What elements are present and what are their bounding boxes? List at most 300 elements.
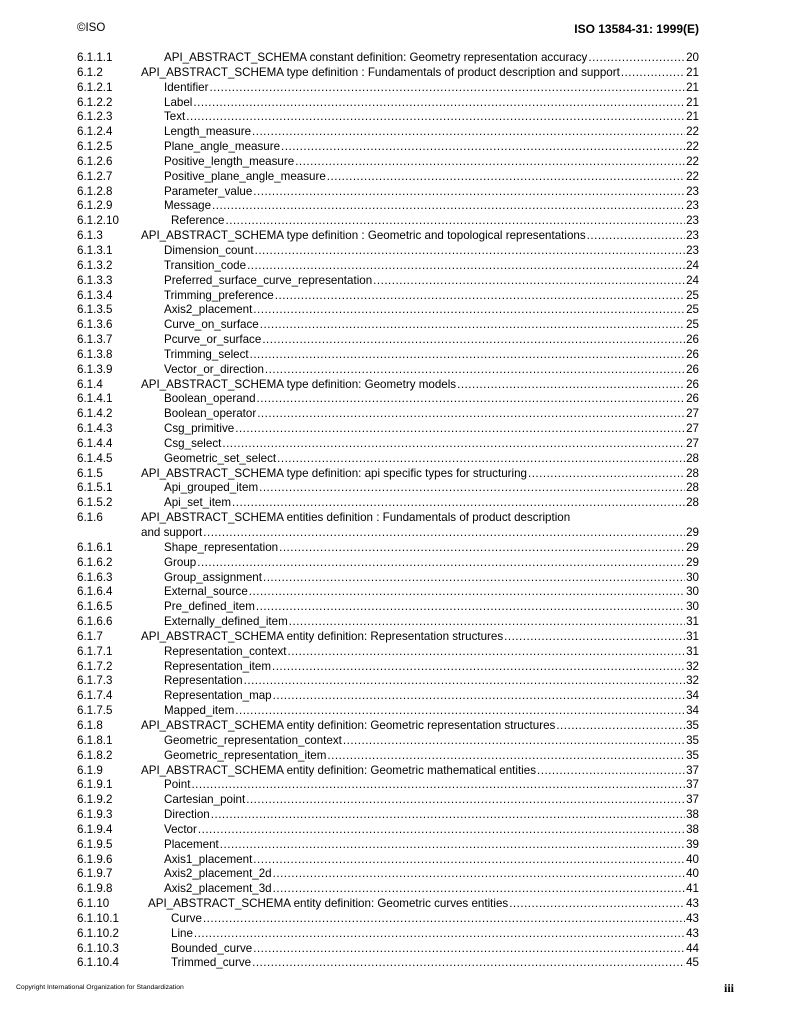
toc-entry-title: Placement bbox=[164, 837, 219, 851]
dot-leader bbox=[255, 244, 686, 259]
toc-entry-page: 28 bbox=[686, 481, 699, 495]
toc-entry-page: 24 bbox=[686, 258, 699, 272]
dot-leader bbox=[193, 96, 685, 111]
toc-entry-title: Transition_code bbox=[164, 258, 247, 272]
toc-entry[interactable] bbox=[77, 274, 699, 289]
toc-entry-title: Externally_defined_item bbox=[164, 615, 288, 629]
toc-entry-number: 6.1.7.1 bbox=[77, 644, 113, 658]
toc-entry-title: Bounded_curve bbox=[171, 941, 253, 955]
dot-leader bbox=[273, 689, 685, 704]
toc-entry[interactable] bbox=[77, 110, 699, 125]
toc-entry-number: 6.1.9.7 bbox=[77, 867, 113, 881]
toc-entry-title: Vector bbox=[164, 822, 197, 836]
toc-entry-number: 6.1.4.1 bbox=[77, 392, 113, 406]
toc-entry-title: Pcurve_or_surface bbox=[164, 333, 262, 347]
toc-entry-page: 26 bbox=[686, 333, 699, 347]
toc-entry-page: 23 bbox=[686, 184, 699, 198]
dot-leader bbox=[257, 407, 685, 422]
toc-entry-page: 22 bbox=[686, 154, 699, 168]
toc-entry-line bbox=[141, 229, 699, 244]
toc-entry-line bbox=[164, 348, 699, 363]
toc-entry-title: Dimension_count bbox=[164, 243, 254, 257]
toc-entry-number: 6.1.2.4 bbox=[77, 125, 113, 139]
toc-entry-title: Boolean_operator bbox=[164, 407, 257, 421]
toc-entry-title: Geometric_representation_item bbox=[164, 748, 327, 762]
toc-entry-title: Pre_defined_item bbox=[164, 600, 255, 614]
toc-entry[interactable] bbox=[77, 481, 699, 496]
toc-entry-title: Axis2_placement_2d bbox=[164, 867, 272, 881]
toc-entry[interactable] bbox=[77, 778, 699, 793]
toc-entry-page: 23 bbox=[686, 243, 699, 257]
toc-entry[interactable] bbox=[77, 689, 699, 704]
toc-entry-page: 26 bbox=[686, 377, 699, 391]
toc-entry[interactable] bbox=[77, 51, 699, 66]
toc-entry-number: 6.1.3 bbox=[77, 229, 103, 243]
dot-leader bbox=[287, 645, 685, 660]
toc-entry[interactable] bbox=[77, 496, 699, 511]
toc-entry-page: 23 bbox=[686, 214, 699, 228]
toc-entry-line bbox=[141, 764, 699, 779]
toc-entry[interactable] bbox=[77, 704, 699, 719]
toc-entry[interactable] bbox=[77, 660, 699, 675]
toc-entry-title: Positive_length_measure bbox=[164, 154, 295, 168]
toc-entry-line bbox=[171, 956, 699, 971]
toc-entry-page: 31 bbox=[686, 629, 699, 643]
toc-entry-number: 6.1.8.2 bbox=[77, 748, 113, 762]
toc-entry-number: 6.1.2.5 bbox=[77, 140, 113, 154]
toc-entry-line bbox=[164, 125, 699, 140]
toc-entry-number: 6.1.7.5 bbox=[77, 704, 113, 718]
toc-entry-title: API_ABSTRACT_SCHEMA entity definition: Representation structures bbox=[141, 629, 504, 643]
dot-leader bbox=[232, 496, 685, 511]
toc-entry-number: 6.1.6.5 bbox=[77, 600, 113, 614]
toc-entry-title: API_ABSTRACT_SCHEMA constant definition: Geometry representation accuracy bbox=[164, 51, 588, 64]
toc-entry-page: 21 bbox=[686, 110, 699, 124]
toc-entry-title: API_ABSTRACT_SCHEMA type definition: Geometry models bbox=[141, 377, 457, 391]
toc-entry[interactable] bbox=[77, 348, 699, 363]
toc-entry-page: 26 bbox=[686, 347, 699, 361]
toc-entry-page: 40 bbox=[686, 852, 699, 866]
toc-entry-line bbox=[164, 303, 699, 318]
toc-entry[interactable] bbox=[77, 556, 699, 571]
toc-entry[interactable] bbox=[77, 467, 699, 482]
dot-leader bbox=[273, 882, 685, 897]
toc-entry-page: 38 bbox=[686, 822, 699, 836]
toc-entry-number: 6.1.4 bbox=[77, 377, 103, 391]
toc-entry-line bbox=[164, 749, 699, 764]
toc-entry[interactable] bbox=[77, 585, 699, 600]
toc-entry-line bbox=[164, 585, 699, 600]
toc-entry-page: 30 bbox=[686, 585, 699, 599]
toc-entry-page: 24 bbox=[686, 273, 699, 287]
toc-entry-title: API_ABSTRACT_SCHEMA entities definition : Fundamentals of product description bbox=[141, 511, 571, 525]
toc-entry-title: Representation_item bbox=[164, 659, 271, 673]
toc-entry-line bbox=[164, 422, 699, 437]
dot-leader bbox=[265, 363, 685, 378]
dot-leader bbox=[257, 392, 686, 407]
toc-entry-line bbox=[164, 793, 699, 808]
dot-leader bbox=[253, 303, 685, 318]
toc-entry[interactable] bbox=[77, 808, 699, 823]
dot-leader bbox=[256, 600, 685, 615]
toc-entry[interactable] bbox=[77, 170, 699, 185]
toc-entry[interactable] bbox=[77, 259, 699, 274]
dot-leader bbox=[289, 615, 685, 630]
toc-entry-line bbox=[164, 407, 699, 422]
toc-entry-number: 6.1.9.8 bbox=[77, 882, 113, 896]
toc-entry[interactable] bbox=[77, 615, 699, 630]
toc-entry-line bbox=[164, 51, 699, 66]
toc-entry-line bbox=[171, 912, 699, 927]
toc-entry[interactable] bbox=[77, 96, 699, 111]
toc-entry[interactable] bbox=[77, 853, 699, 868]
toc-entry[interactable] bbox=[77, 407, 699, 422]
toc-entry-number: 6.1.9.5 bbox=[77, 837, 113, 851]
toc-entry-title: Vector_or_direction bbox=[164, 362, 264, 376]
toc-entry-number: 6.1.9.2 bbox=[77, 793, 113, 807]
toc-entry[interactable] bbox=[77, 867, 699, 882]
table-of-contents bbox=[77, 51, 699, 971]
toc-entry[interactable] bbox=[77, 378, 699, 393]
toc-entry-page: 44 bbox=[686, 941, 699, 955]
toc-entry-page: 30 bbox=[686, 600, 699, 614]
toc-entry[interactable] bbox=[77, 392, 699, 407]
toc-entry-page: 41 bbox=[686, 882, 699, 896]
toc-entry-number: 6.1.2.3 bbox=[77, 110, 113, 124]
toc-entry[interactable] bbox=[77, 674, 699, 689]
dot-leader bbox=[373, 274, 685, 289]
toc-entry-number: 6.1.10.3 bbox=[77, 941, 119, 955]
toc-entry-number: 6.1.5.1 bbox=[77, 481, 113, 495]
toc-entry-title: and support bbox=[141, 526, 203, 539]
toc-entry-line bbox=[164, 199, 699, 214]
dot-leader bbox=[259, 481, 685, 496]
toc-entry-page: 31 bbox=[686, 644, 699, 658]
toc-entry-page: 43 bbox=[686, 926, 699, 940]
toc-entry-line bbox=[164, 496, 699, 511]
dot-leader bbox=[226, 214, 686, 229]
toc-entry-title: Positive_plane_angle_measure bbox=[164, 169, 326, 183]
toc-entry-number: 6.1.2.2 bbox=[77, 95, 113, 109]
toc-entry-page: 21 bbox=[686, 80, 699, 94]
toc-entry[interactable] bbox=[77, 838, 699, 853]
toc-entry-number: 6.1.10.4 bbox=[77, 956, 119, 970]
toc-entry-line bbox=[164, 556, 699, 571]
toc-entry[interactable] bbox=[77, 303, 699, 318]
dot-leader bbox=[252, 956, 685, 971]
toc-entry-title: Axis2_placement bbox=[164, 303, 253, 317]
toc-entry-page: 32 bbox=[686, 659, 699, 673]
dot-leader bbox=[588, 51, 685, 66]
toc-entry[interactable] bbox=[77, 719, 699, 734]
toc-entry[interactable] bbox=[77, 363, 699, 378]
toc-entry-line bbox=[164, 244, 699, 259]
dot-leader bbox=[537, 764, 685, 779]
toc-entry-line bbox=[164, 600, 699, 615]
toc-entry[interactable] bbox=[77, 229, 699, 244]
toc-entry[interactable] bbox=[77, 511, 699, 526]
toc-entry-title: Label bbox=[164, 95, 193, 109]
dot-leader bbox=[273, 867, 685, 882]
toc-entry-line bbox=[141, 66, 699, 81]
toc-entry[interactable] bbox=[77, 571, 699, 586]
toc-entry-number: 6.1.6.1 bbox=[77, 540, 113, 554]
toc-entry-number: 6.1.9.3 bbox=[77, 808, 113, 822]
toc-entry-title: API_ABSTRACT_SCHEMA type definition : Fundamentals of product description and support bbox=[141, 65, 620, 79]
toc-entry-line bbox=[164, 645, 699, 660]
toc-entry[interactable] bbox=[77, 764, 699, 779]
toc-entry-number: 6.1.2.8 bbox=[77, 184, 113, 198]
toc-entry[interactable] bbox=[77, 155, 699, 170]
dot-leader bbox=[198, 823, 685, 838]
dot-leader bbox=[621, 66, 685, 81]
toc-entry[interactable] bbox=[77, 956, 699, 971]
toc-entry-title: Api_grouped_item bbox=[164, 481, 259, 495]
toc-entry-title: Line bbox=[171, 926, 193, 940]
dot-leader bbox=[509, 897, 685, 912]
toc-entry-title: API_ABSTRACT_SCHEMA type definition: api specific types for structuring bbox=[141, 466, 527, 480]
toc-entry-page: 26 bbox=[686, 362, 699, 376]
toc-entry[interactable] bbox=[77, 422, 699, 437]
toc-entry-title: Representation_context bbox=[164, 644, 287, 658]
toc-entry-line bbox=[164, 867, 699, 882]
toc-entry-number: 6.1.6.2 bbox=[77, 555, 113, 569]
dot-leader bbox=[457, 378, 685, 393]
toc-entry-title: Length_measure bbox=[164, 125, 252, 139]
toc-entry[interactable] bbox=[77, 927, 699, 942]
toc-entry[interactable] bbox=[77, 600, 699, 615]
toc-entry-line bbox=[164, 615, 699, 630]
toc-entry-page: 37 bbox=[686, 778, 699, 792]
footer-copyright: Copyright International Organization for Standardization bbox=[16, 984, 184, 991]
dot-leader bbox=[244, 674, 685, 689]
toc-entry-line bbox=[164, 140, 699, 155]
toc-entry[interactable] bbox=[77, 912, 699, 927]
toc-entry-page: 21 bbox=[686, 95, 699, 109]
dot-leader bbox=[247, 259, 685, 274]
dot-leader bbox=[556, 719, 685, 734]
toc-entry-line bbox=[164, 689, 699, 704]
dot-leader bbox=[253, 853, 685, 868]
page-number: iii bbox=[723, 981, 734, 995]
dot-leader bbox=[203, 526, 685, 541]
toc-entry-line bbox=[164, 363, 699, 378]
toc-entry[interactable] bbox=[77, 749, 699, 764]
toc-entry-page: 35 bbox=[686, 748, 699, 762]
toc-entry[interactable] bbox=[77, 81, 699, 96]
dot-leader bbox=[263, 571, 685, 586]
toc-entry-title: Group bbox=[164, 555, 197, 569]
toc-entry-number: 6.1.3.6 bbox=[77, 318, 113, 332]
toc-entry[interactable] bbox=[77, 942, 699, 957]
toc-entry-line bbox=[164, 185, 699, 200]
toc-entry-page: 23 bbox=[686, 199, 699, 213]
toc-entry-page: 23 bbox=[686, 229, 699, 243]
toc-entry-line bbox=[171, 927, 699, 942]
dot-leader bbox=[249, 585, 685, 600]
toc-entry[interactable] bbox=[77, 214, 699, 229]
toc-entry-page: 27 bbox=[686, 422, 699, 436]
toc-entry-title: Mapped_item bbox=[164, 704, 235, 718]
dot-leader bbox=[212, 199, 685, 214]
toc-entry-number: 6.1.4.5 bbox=[77, 451, 113, 465]
toc-entry-number: 6.1.3.1 bbox=[77, 243, 113, 257]
toc-entry-title: Curve_on_surface bbox=[164, 318, 259, 332]
toc-entry[interactable] bbox=[77, 645, 699, 660]
toc-entry-line bbox=[164, 318, 699, 333]
toc-entry-number: 6.1.2.10 bbox=[77, 214, 119, 228]
toc-entry-line bbox=[164, 481, 699, 496]
toc-entry-number: 6.1.2.1 bbox=[77, 80, 113, 94]
dot-leader bbox=[279, 541, 685, 556]
toc-entry-line bbox=[164, 155, 699, 170]
toc-entry-line bbox=[164, 882, 699, 897]
toc-entry[interactable] bbox=[77, 541, 699, 556]
toc-entry-line bbox=[164, 81, 699, 96]
toc-entry[interactable] bbox=[77, 734, 699, 749]
toc-entry-number: 6.1.3.5 bbox=[77, 303, 113, 317]
toc-entry-line bbox=[164, 259, 699, 274]
toc-entry[interactable] bbox=[77, 882, 699, 897]
toc-entry-title: External_source bbox=[164, 585, 248, 599]
toc-entry-line bbox=[164, 808, 699, 823]
dot-leader bbox=[220, 838, 685, 853]
dot-leader bbox=[327, 170, 685, 185]
toc-entry-number: 6.1.8 bbox=[77, 718, 103, 732]
dot-leader bbox=[246, 793, 685, 808]
toc-entry[interactable] bbox=[77, 630, 699, 645]
toc-entry-number: 6.1.7.3 bbox=[77, 674, 113, 688]
toc-entry-title: Text bbox=[164, 110, 186, 124]
toc-entry-page: 32 bbox=[686, 674, 699, 688]
toc-entry-line bbox=[141, 630, 699, 645]
toc-entry-page: 35 bbox=[686, 733, 699, 747]
toc-entry-number: 6.1.10.1 bbox=[77, 911, 119, 925]
dot-leader bbox=[253, 185, 685, 200]
toc-entry-number: 6.1.5.2 bbox=[77, 496, 113, 510]
dot-leader bbox=[295, 155, 685, 170]
toc-entry[interactable] bbox=[77, 125, 699, 140]
toc-entry-page: 29 bbox=[686, 555, 699, 569]
toc-entry-title: API_ABSTRACT_SCHEMA type definition : Geometric and topological representations bbox=[141, 229, 586, 243]
toc-entry-line bbox=[164, 823, 699, 838]
toc-entry-line bbox=[164, 853, 699, 868]
toc-entry-title: Csg_select bbox=[164, 436, 222, 450]
toc-entry-number: 6.1.6.6 bbox=[77, 615, 113, 629]
toc-entry-line bbox=[164, 392, 699, 407]
toc-entry-page: 28 bbox=[686, 451, 699, 465]
dot-leader bbox=[235, 422, 685, 437]
toc-entry-page: 27 bbox=[686, 407, 699, 421]
toc-entry[interactable] bbox=[77, 333, 699, 348]
toc-entry-title: Identifier bbox=[164, 80, 209, 94]
toc-entry-number: 6.1.9.1 bbox=[77, 778, 113, 792]
toc-entry-page: 22 bbox=[686, 140, 699, 154]
toc-entry[interactable] bbox=[77, 289, 699, 304]
toc-entry-page: 29 bbox=[686, 540, 699, 554]
toc-entry-title: Geometric_representation_context bbox=[164, 733, 342, 747]
toc-entry-page: 34 bbox=[686, 704, 699, 718]
toc-entry-title: Group_assignment bbox=[164, 570, 262, 584]
toc-entry-number: 6.1.10.2 bbox=[77, 926, 119, 940]
toc-entry-title: Trimming_select bbox=[164, 347, 249, 361]
toc-entry[interactable] bbox=[77, 318, 699, 333]
toc-entry-title: Point bbox=[164, 778, 191, 792]
toc-entry-page: 40 bbox=[686, 867, 699, 881]
toc-entry-line bbox=[164, 674, 699, 689]
toc-entry[interactable] bbox=[77, 437, 699, 452]
dot-leader bbox=[504, 630, 685, 645]
toc-entry[interactable] bbox=[77, 452, 699, 467]
toc-entry-title: Parameter_value bbox=[164, 184, 253, 198]
toc-entry-number: 6.1.9 bbox=[77, 763, 103, 777]
toc-entry[interactable] bbox=[77, 185, 699, 200]
toc-entry[interactable] bbox=[77, 823, 699, 838]
toc-entry-number: 6.1.3.2 bbox=[77, 258, 113, 272]
dot-leader bbox=[528, 467, 685, 482]
toc-entry[interactable] bbox=[77, 897, 699, 912]
toc-entry-title: Api_set_item bbox=[164, 496, 232, 510]
dot-leader bbox=[260, 318, 685, 333]
toc-entry-title: Axis2_placement_3d bbox=[164, 882, 272, 896]
dot-leader bbox=[343, 734, 685, 749]
toc-entry-line bbox=[141, 719, 699, 734]
toc-entry[interactable] bbox=[77, 526, 699, 541]
toc-entry-page: 37 bbox=[686, 793, 699, 807]
toc-entry-title: Message bbox=[164, 199, 212, 213]
toc-entry-number: 6.1.9.6 bbox=[77, 852, 113, 866]
toc-entry-number: 6.1.9.4 bbox=[77, 822, 113, 836]
toc-entry-number: 6.1.3.9 bbox=[77, 362, 113, 376]
toc-entry-number: 6.1.6.4 bbox=[77, 585, 113, 599]
toc-entry-number: 6.1.8.1 bbox=[77, 733, 113, 747]
toc-entry-number: 6.1.3.3 bbox=[77, 273, 113, 287]
toc-entry-line bbox=[171, 214, 699, 229]
toc-entry[interactable] bbox=[77, 199, 699, 214]
toc-entry-line bbox=[141, 467, 699, 482]
dot-leader bbox=[211, 808, 685, 823]
toc-entry-title: API_ABSTRACT_SCHEMA entity definition: Geometric representation structures bbox=[141, 718, 556, 732]
dot-leader bbox=[197, 556, 685, 571]
toc-entry-line bbox=[164, 289, 699, 304]
toc-entry-number: 6.1.10 bbox=[77, 897, 110, 911]
toc-entry[interactable] bbox=[77, 66, 699, 81]
toc-entry-line bbox=[164, 571, 699, 586]
dot-leader bbox=[587, 229, 685, 244]
header-copyright: ©ISO bbox=[77, 22, 106, 34]
toc-entry-page: 30 bbox=[686, 570, 699, 584]
toc-entry-number: 6.1.3.7 bbox=[77, 333, 113, 347]
toc-entry[interactable] bbox=[77, 244, 699, 259]
toc-entry-title: Preferred_surface_curve_representation bbox=[164, 273, 373, 287]
toc-entry-title: Shape_representation bbox=[164, 540, 279, 554]
toc-entry-number: 6.1.5 bbox=[77, 466, 103, 480]
dot-leader bbox=[262, 333, 685, 348]
toc-entry[interactable] bbox=[77, 140, 699, 155]
toc-entry-number: 6.1.4.2 bbox=[77, 407, 113, 421]
toc-entry[interactable] bbox=[77, 793, 699, 808]
toc-entry-line bbox=[164, 110, 699, 125]
toc-entry-page: 20 bbox=[686, 51, 699, 64]
toc-entry-number: 6.1.7 bbox=[77, 629, 103, 643]
toc-entry-page: 22 bbox=[686, 169, 699, 183]
dot-leader bbox=[186, 110, 685, 125]
dot-leader bbox=[194, 927, 685, 942]
toc-entry-number: 6.1.6.3 bbox=[77, 570, 113, 584]
toc-entry-page: 25 bbox=[686, 318, 699, 332]
dot-leader bbox=[235, 704, 685, 719]
toc-entry-title: Trimmed_curve bbox=[171, 956, 252, 970]
